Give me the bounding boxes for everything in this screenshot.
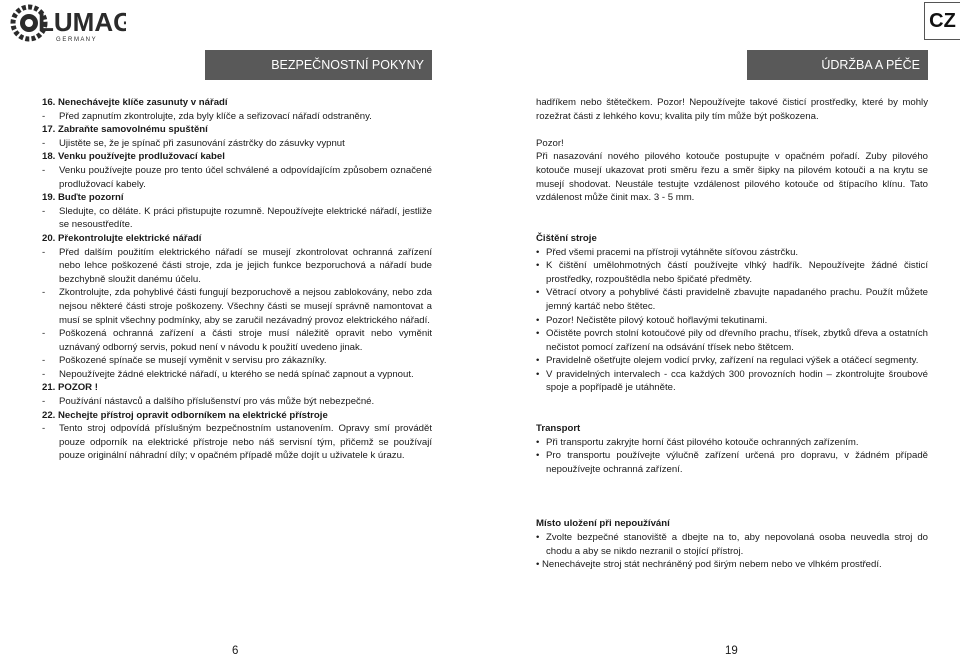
page-number-left: 6 <box>232 645 239 657</box>
item-text: Poškozené spínače se musejí vyměnit v servisu pro zákazníky. <box>59 355 327 367</box>
item-text: Nenechávejte stroj stát nechráněný pod širým nebem nebo ve vlhkém prostředí. <box>542 559 882 571</box>
list-item <box>536 531 928 558</box>
list-item <box>42 164 432 191</box>
list-item <box>42 395 432 409</box>
list-item <box>42 327 432 354</box>
list-item <box>536 314 928 328</box>
item-text: Pravidelně ošetřujte olejem vodicí prvky, zařízení na regulaci výšek a otáčecí segmenty. <box>546 355 919 367</box>
item-text: Tento stroj odpovídá příslušným bezpečnostním ustanovením. Opravy smí provádět pouze odporník na elektrické přístroje nebo náš servisní tým, přičemž se používají pouze originální náhradní díly; v opačném případě může dojít u uživatele k úrazu. <box>59 423 432 462</box>
header-left-title: BEZPEČNOSTNÍ POKYNY <box>205 50 432 80</box>
dash-marker: - <box>42 396 46 408</box>
pozor-paragraph: Při nasazování nového pilového kotouče postupujte v opačném pořadí. Zuby pilového kotouče musejí ukazovat proti směru řezu a směr šipky na pilovém kotouči a na krytu se musejí shodovat. Neustále testujte vzdálenost pilového kotouče od štípacího klínu. Tato vzdálenost může činit max. 3 - 5 mm. <box>536 151 928 204</box>
item-text: Očistěte povrch stolní kotoučové pily od dřevního prachu, třísek, zbytků dřeva a ostatních nečistot pomocí zařízení na odsávání třísek nebo štětcem. <box>546 328 928 353</box>
item-text: Sledujte, co děláte. K práci přistupujte rozumně. Nepoužívejte elektrické nářadí, jestliže se nesoustředíte. <box>59 205 432 231</box>
item-text: Nepoužívejte žádné elektrické nářadí, u kterého se nedá spínač zapnout a vypnout. <box>59 368 414 380</box>
storage-heading: Místo uložení při nepoužívání <box>536 518 670 530</box>
item-text: Používání nástavců a dalšího příslušenství pro vás může být nebezpečné. <box>59 396 375 408</box>
dash-marker: - <box>42 164 46 176</box>
section-title: 17. Zabraňte samovolnému spuštění <box>42 124 208 136</box>
item-text: Pro transportu používejte výlučně zařízení určená pro dopravu, v žádném případě nepoužívejte ochranná zařízení. <box>546 450 928 476</box>
item-text: Ujistěte se, že je spínač při zasunování zástrčky do zásuvky vypnut <box>59 137 345 149</box>
bullet-marker: • <box>536 314 540 326</box>
list-item <box>42 110 432 124</box>
list-item <box>42 368 432 382</box>
bullet-marker: • <box>536 368 540 380</box>
item-text: Zvolte bezpečné stanoviště a dbejte na to, aby nepovolaná osoba neuvedla stroj do chodu a aby se nikdo nezranil o stojící přístroj. <box>546 532 928 557</box>
dash-marker: - <box>42 287 46 299</box>
list-item <box>536 436 928 450</box>
section-title: 22. Nechejte přístroj opravit odborníkem na elektrické přístroje <box>42 409 328 421</box>
language-badge: CZ <box>924 2 960 40</box>
list-item <box>42 137 432 151</box>
list-item <box>536 368 928 395</box>
bullet-marker: • <box>536 246 540 258</box>
item-text: Poškozená ochranná zařízení a části stroje musí náležitě opravit nebo vyměnit uznávaný odborný servis, pokud není v návodu k použití uvedeno jinak. <box>59 328 432 353</box>
list-item <box>536 286 928 313</box>
pozor-heading: Pozor! <box>536 137 564 149</box>
dash-marker: - <box>42 368 46 380</box>
dash-marker: - <box>42 137 46 149</box>
brand-name: LUMAG <box>38 7 126 37</box>
dash-marker: - <box>42 328 46 340</box>
bullet-marker: • <box>536 436 540 448</box>
list-item <box>536 354 928 368</box>
item-text: Před dalším použitím elektrického nářadí se musejí zkontrolovat ochranná zařízení nebo lehce poškozené části stroje, zda je jejich funkce bezporuchová a nářadí bude bezchybně sloužit danému účelu. <box>59 246 432 285</box>
bullet-marker: • <box>536 260 540 272</box>
bullet-marker: • <box>536 287 540 299</box>
section-title: 21. POZOR ! <box>42 382 98 394</box>
item-text: V pravidelných intervalech - cca každých 300 provozních hodin – zkontrolujte šroubové spoje a popřípadě je utáhněte. <box>546 368 928 394</box>
item-text: K čištění umělohmotných částí používejte vlhký hadřík. Nepoužívejte žádné čisticí prostředky, rozpouštědla nebo špičaté předměty. <box>546 260 928 285</box>
list-item <box>536 259 928 286</box>
dash-marker: - <box>42 355 46 367</box>
transport-heading: Transport <box>536 423 581 435</box>
bullet-marker: • <box>536 532 540 543</box>
maintenance-column <box>536 96 928 572</box>
dash-marker: - <box>42 110 46 122</box>
bullet-marker: • <box>536 559 540 571</box>
dash-marker: - <box>42 205 46 217</box>
bullet-marker: • <box>536 450 540 462</box>
dash-marker: - <box>42 423 46 435</box>
section-title: 18. Venku používejte prodlužovací kabel <box>42 151 225 163</box>
list-item <box>536 449 928 476</box>
bullet-marker: • <box>536 355 540 367</box>
item-text: Při transportu zakryjte horní část pilového kotouče ochranných zařízením. <box>546 436 859 448</box>
intro-paragraph: hadříkem nebo štětečkem. Pozor! Nepoužívejte takové čisticí prostředky, které by mohly rozežrat části z lehkého kovu; kvalita pily tím může být poškozena. <box>536 97 928 122</box>
list-item <box>42 286 432 327</box>
section-title: 16. Nenechávejte klíče zasunuty v nářadí <box>42 97 228 108</box>
lumag-logo <box>8 2 126 44</box>
section-title: 20. Překontrolujte elektrické nářadí <box>42 232 202 244</box>
list-item <box>536 558 928 572</box>
list-item <box>42 422 432 463</box>
lumag-logo-graphic <box>8 2 126 44</box>
bullet-marker: • <box>536 328 540 340</box>
item-text: Venku používejte pouze pro tento účel schválené a odpovídajícím způsobem označené prodlužovací kabely. <box>59 164 432 190</box>
section-title: 19. Buďte pozorní <box>42 192 124 204</box>
header-right-title: ÚDRŽBA A PÉČE <box>747 50 928 80</box>
item-text: Před zapnutím zkontrolujte, zda byly klíče a seřizovací nářadí odstraněny. <box>59 110 372 122</box>
dash-marker: - <box>42 246 46 258</box>
item-text: Zkontrolujte, zda pohyblivé části fungují bezporuchově a nejsou zablokovány, nebo zda nejsou některé části stroje poškozeny. Všechny části se musejí správně namontovat a musí se splnit všechny podmínky, aby se zaručil nezávadný provoz elektrického nářadí. <box>59 287 432 326</box>
cleaning-heading: Čištění stroje <box>536 232 597 244</box>
list-item <box>42 246 432 287</box>
page-number-right: 19 <box>725 645 738 657</box>
list-item <box>42 354 432 368</box>
brand-sub: G E R M A N Y <box>56 37 96 43</box>
item-text: Před všemi pracemi na přístroji vytáhněte síťovou zástrčku. <box>546 246 799 258</box>
list-item <box>536 246 928 260</box>
safety-instructions-column <box>42 96 432 463</box>
item-text: Větrací otvory a pohyblivé části pravidelně zbavujte napadaného prachu. Použít můžete jemný kartáč nebo štětec. <box>546 287 928 312</box>
list-item <box>536 327 928 354</box>
list-item <box>42 205 432 232</box>
item-text: Pozor! Nečistěte pilový kotouč hořlavými tekutinami. <box>546 314 768 326</box>
